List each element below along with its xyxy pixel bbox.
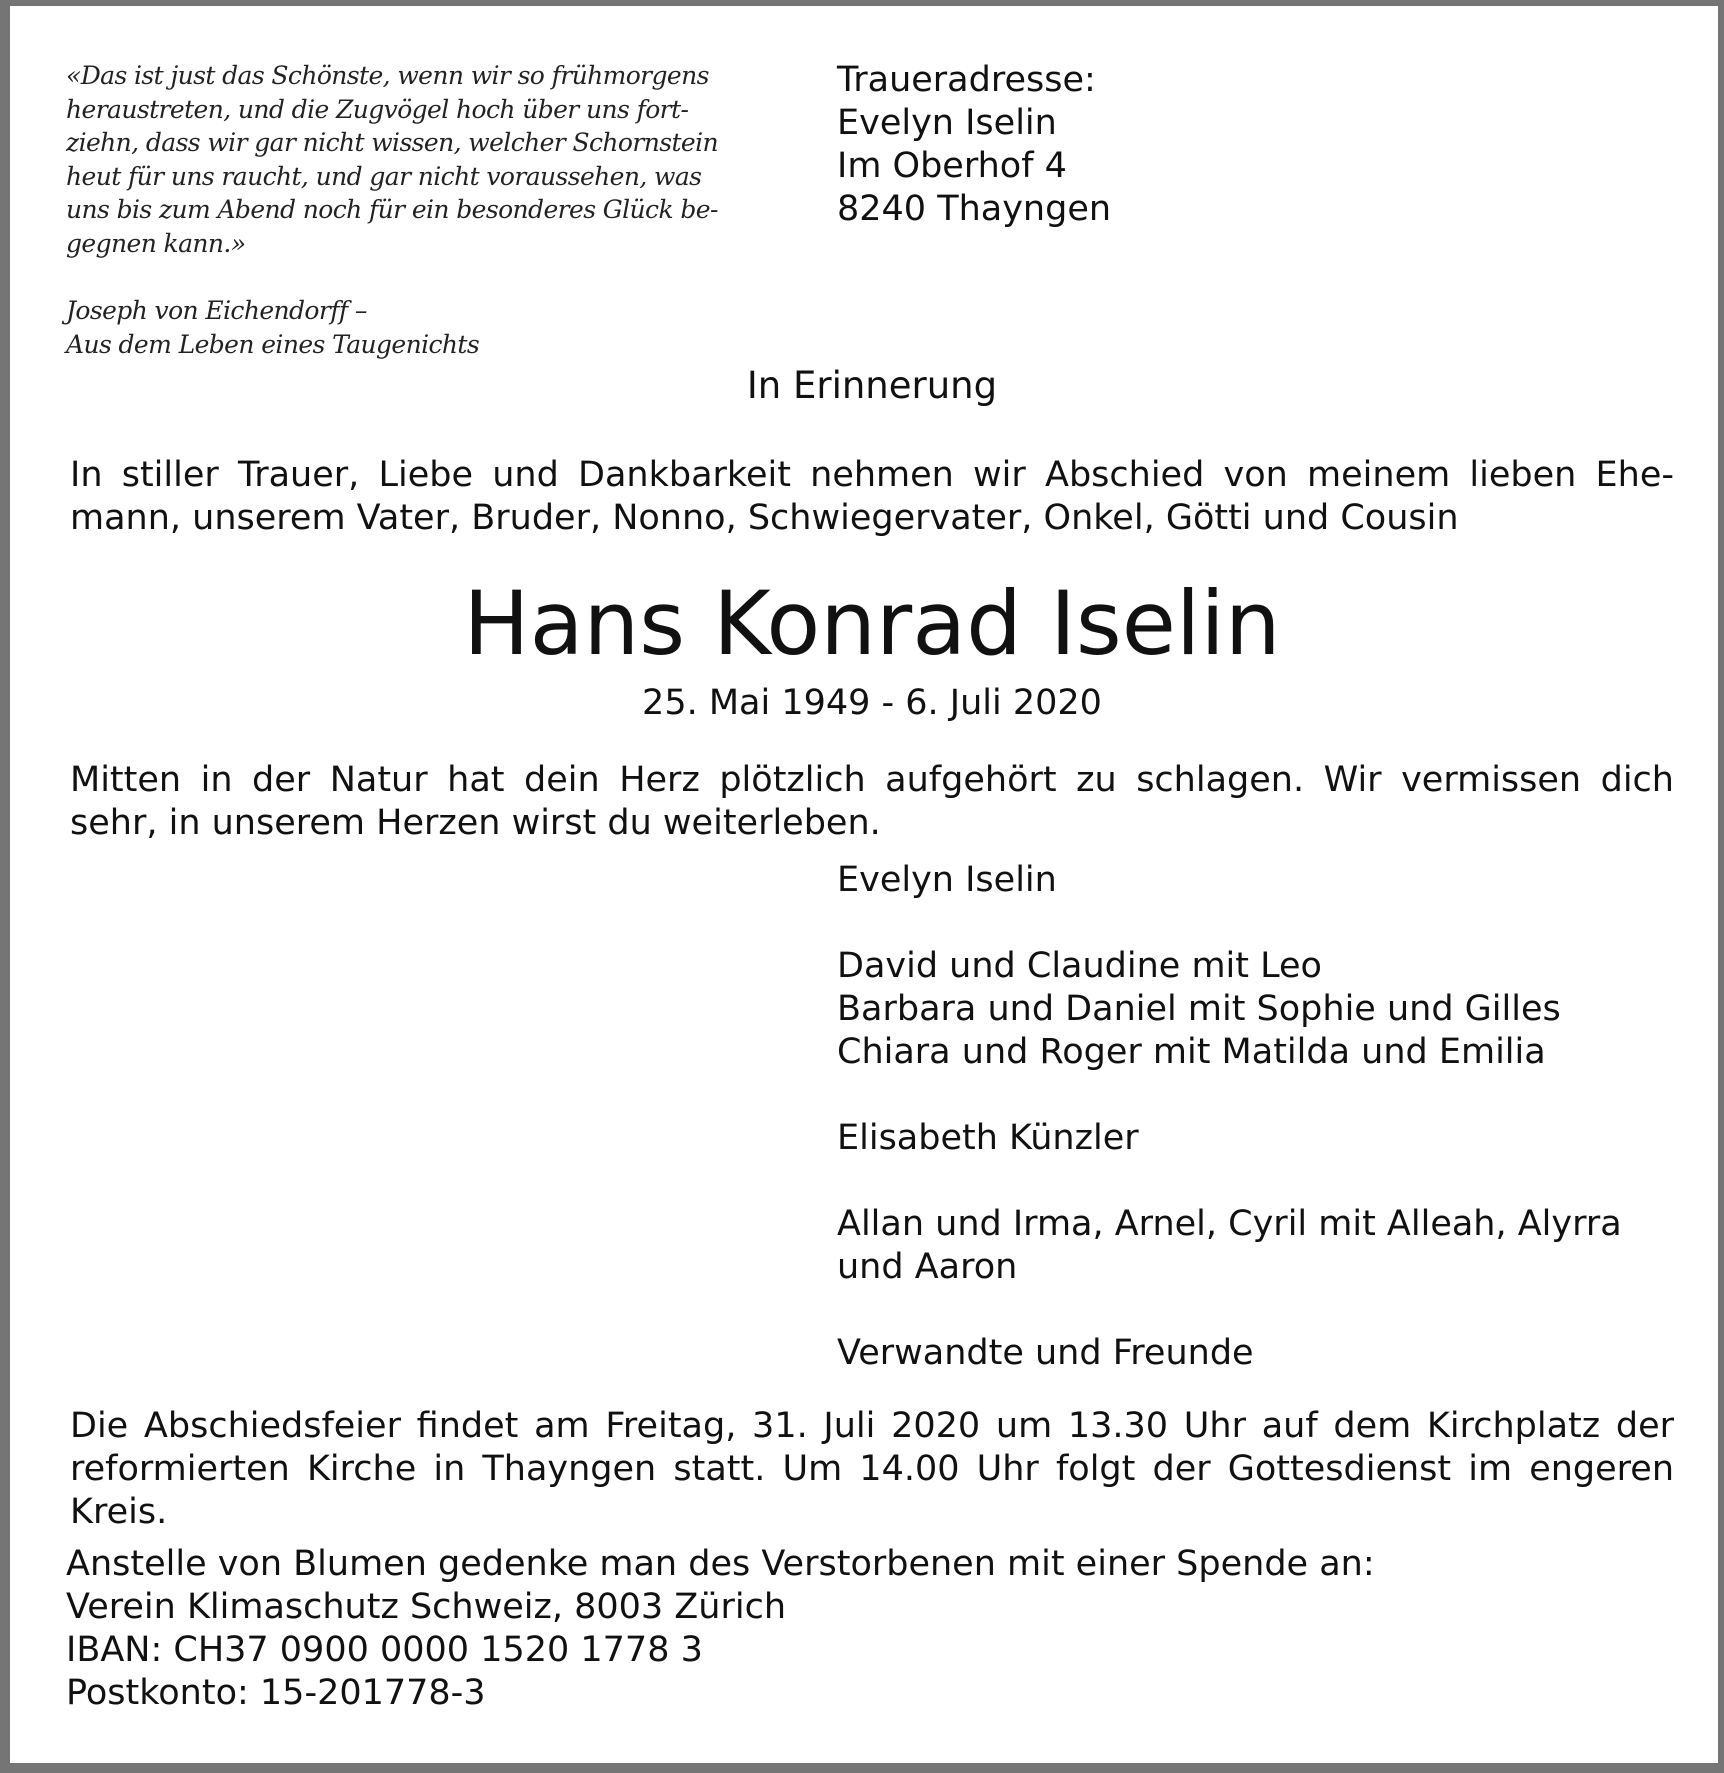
donation-intro: Anstelle von Blumen gedenke man des Verstorbenen mit einer Spende an: [66, 1544, 1375, 1584]
life-dates: 25. Mai 1949 - 6. Juli 2020 [642, 683, 1102, 723]
quote-source: Aus dem Leben eines Taugenichts [66, 329, 480, 359]
deceased-name: Hans Konrad Iselin [463, 572, 1281, 675]
quote-attribution [66, 294, 479, 361]
intro-line: In stiller Trauer, Liebe und Dankbarkeit nehmen wir Abschied von meinem lieben Ehe- [70, 455, 1674, 495]
address-label: Traueradresse: [837, 60, 1096, 100]
survivor-others: Allan und Irma, Arnel, Cyril mit Alleah, Alyrra [837, 1204, 1622, 1244]
intro-text [70, 454, 1674, 540]
service-line: Kreis. [70, 1492, 168, 1532]
survivor-child-family: David und Claudine mit Leo [837, 946, 1322, 986]
survivors-list [837, 859, 1622, 1375]
quote-line: uns bis zum Abend noch für ein besonderes Glück be- [66, 195, 718, 224]
address-street: Im Oberhof 4 [837, 146, 1067, 186]
mourning-address [837, 59, 1111, 231]
survivor-child-family: Chiara und Roger mit Matilda und Emilia [837, 1032, 1546, 1072]
service-line: reformierten Kirche in Thayngen statt. Um 14.00 Uhr folgt der Gottesdienst im engeren [70, 1449, 1674, 1489]
survivor-child-family: Barbara und Daniel mit Sophie und Gilles [837, 989, 1561, 1029]
quote-line: heraustreten, und die Zugvögel hoch über uns fort- [66, 94, 689, 124]
donation-postkonto: Postkonto: 15-201778-3 [66, 1673, 486, 1713]
quote-line: heut für uns raucht, und gar nicht voraussehen, was [66, 161, 702, 191]
quote-line: ziehn, dass wir gar nicht wissen, welcher Schornstein [66, 128, 718, 157]
quote-line: gegnen kann.» [66, 228, 246, 258]
address-city: 8240 Thayngen [837, 189, 1112, 229]
donation-organization: Verein Klimaschutz Schweiz, 8003 Zürich [66, 1587, 786, 1627]
quote-author: Joseph von Eichendorff – [66, 296, 367, 325]
donation-iban: IBAN: CH37 0900 0000 1520 1778 3 [66, 1630, 703, 1670]
quote-block [66, 59, 786, 260]
memorial-text [70, 759, 1674, 845]
address-name: Evelyn Iselin [837, 103, 1057, 143]
memorial-line: Mitten in der Natur hat dein Herz plötzlich aufgehört zu schlagen. Wir vermissen dich [70, 760, 1674, 800]
donation-info [66, 1543, 1375, 1715]
survivor-spouse: Evelyn Iselin [837, 860, 1057, 900]
memorial-line: sehr, in unserem Herzen wirst du weiterleben. [70, 803, 881, 843]
quote-line: «Das ist just das Schönste, wenn wir so frühmorgens [66, 61, 709, 90]
survivor-others: und Aaron [837, 1247, 1018, 1287]
survivor-closing: Verwandte und Freunde [837, 1333, 1254, 1373]
survivor-sibling: Elisabeth Künzler [837, 1118, 1139, 1158]
service-line: Die Abschiedsfeier findet am Freitag, 31. Juli 2020 um 13.30 Uhr auf dem Kirchplatz der [70, 1406, 1674, 1446]
service-info [70, 1405, 1674, 1534]
intro-line: mann, unserem Vater, Bruder, Nonno, Schwiegervater, Onkel, Götti und Cousin [70, 498, 1459, 538]
memorial-heading: In Erinnerung [746, 364, 998, 407]
